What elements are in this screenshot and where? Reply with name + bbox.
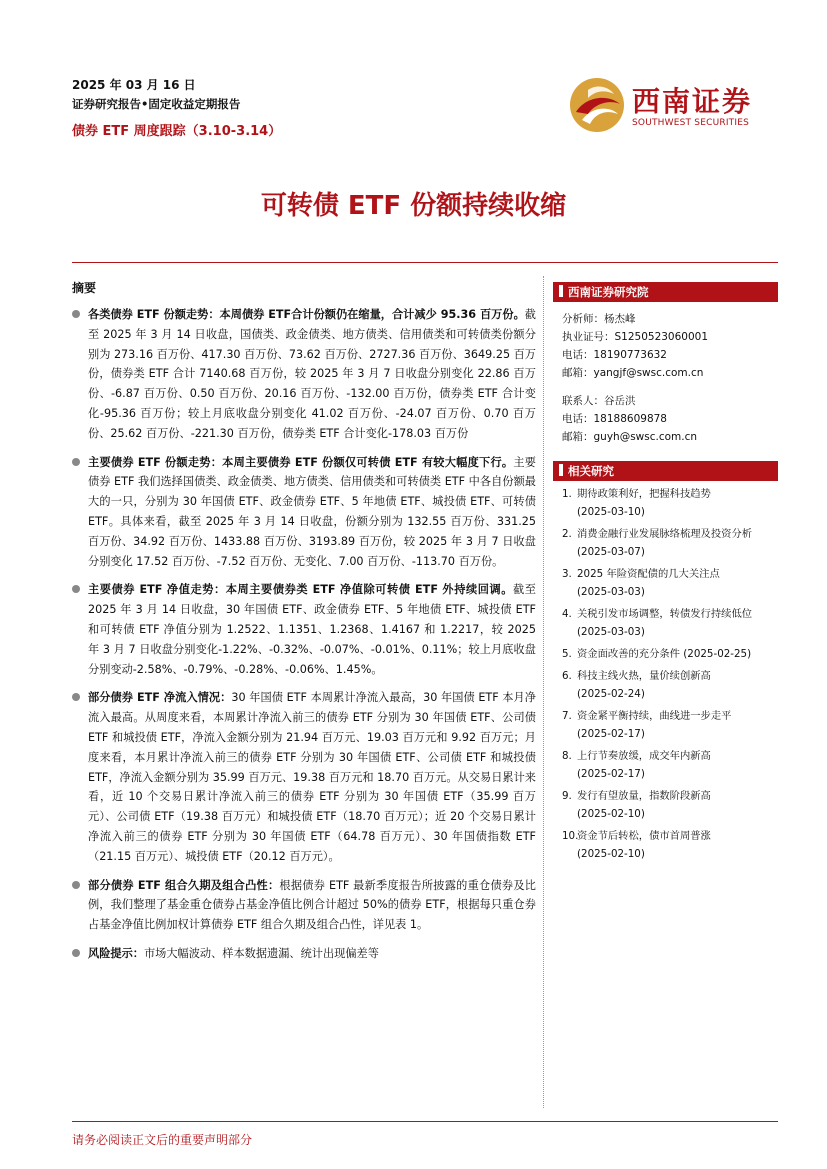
analyst-name: 分析师：杨杰峰 <box>562 313 636 325</box>
bullet-text: 根据债券 ETF 最新季度报告所披露的重仓债券及比例，我们整理了基金重仓债券占基金净值比例合计超过 50%的债券 ETF，根据每只重仓券占基金净值比例加权计算债券 ETF 组合久期及组合凸性，详见表 1。 <box>88 878 536 932</box>
list-item[interactable]: 3. 2025 年险资配债的几大关注点 (2025-03-03) <box>562 568 720 598</box>
logo-chinese-text: 西南证券 <box>632 85 753 118</box>
institute-label: 西南证券研究院 <box>568 285 649 299</box>
page-title: 可转债 ETF 份额持续收缩 <box>260 191 567 221</box>
analyst-license: 执业证号：S1250523060001 <box>562 331 709 343</box>
institute-banner <box>553 282 778 302</box>
series-title: 债券 ETF 周度跟踪（3.10-3.14） <box>72 124 282 139</box>
contact-phone: 电话：18188609878 <box>562 413 667 425</box>
bullet-lead: 主要债券 ETF 净值走势：本周主要债券类 ETF 净值除可转债 ETF 外持续回调。 <box>88 583 514 597</box>
related-research-label: 相关研究 <box>568 464 614 478</box>
bullet-lead: 部分债券 ETF 组合久期及组合凸性： <box>88 878 280 892</box>
footer-disclaimer: 请务必阅读正文后的重要声明部分 <box>72 1133 253 1147</box>
company-logo <box>568 76 768 136</box>
bullet-text: 截至 2025 年 3 月 14 日收盘，30 年国债 ETF、政金债券 ETF、5 年地债 ETF、城投债 ETF 和可转债 ETF 净值分别为 1.2522、1.1351、1.2368、1.4167 和 1.2217，较 2025 年 3 月 7 日收盘分别变化-1.22%、-0.32%、-0.07%、-0.01%、0.11%；较上月底收盘分别变动-2.58%、-0.79%、-0.28%、-0.06%、1.45%。 <box>88 583 536 676</box>
related-research-list <box>562 485 778 867</box>
list-item[interactable]: 7. 资金紧平衡持续，曲线进一步走平 (2025-02-17) <box>562 710 732 740</box>
column-divider <box>543 276 544 1108</box>
abstract-bullet-net-inflow <box>72 688 536 866</box>
square-marker-icon <box>559 285 563 297</box>
bullet-text: 截至 2025 年 3 月 14 日收盘，国债类、政金债类、地方债类、信用债类和可转债类份额分别为 273.16 百万份、417.30 百万份、73.62 百万份、2727.36 百万份、3649.25 百万份，债券类 ETF 合计 7140.68 百万份，较 2025 年 3 月 7 日收盘分别变化 22.86 百万份、-6.87 百万份、0.50 百万份、20.16 百万份、-132.00 百万份，债券类 ETF 合计变化-95.36 百万份；较上月底收盘分别变化 41.02 百万份、-24.07 百万份、0.70 百万份、25.62 百万份、-221.30 百万份，债券类 ETF 合计变化-178.03 百万份 <box>88 308 536 440</box>
list-item[interactable]: 10. 资金节后转松，债市首周普涨 (2025-02-10) <box>562 830 711 860</box>
abstract-bullet-duration <box>72 876 536 935</box>
list-item[interactable]: 5. 资金面改善的充分条件 (2025-02-25) <box>562 648 752 660</box>
abstract-bullet-share-trend <box>72 305 536 444</box>
analyst-phone: 电话：18190773632 <box>562 349 667 361</box>
header-divider <box>72 262 778 263</box>
contact-email[interactable]: 邮箱：guyh@swsc.com.cn <box>562 431 698 443</box>
bullet-lead: 主要债券 ETF 份额走势：本周主要债券 ETF 份额仅可转债 ETF 有较大幅度下行。 <box>88 455 514 469</box>
logo-english-text: SOUTHWEST SECURITIES <box>632 118 750 128</box>
square-marker-icon <box>559 464 563 476</box>
bullet-dot-icon <box>72 458 80 466</box>
analyst-email[interactable]: 邮箱：yangjf@swsc.com.cn <box>562 367 704 379</box>
abstract-bullet-major-share <box>72 453 536 572</box>
abstract-bullet-nav <box>72 580 536 679</box>
contact-info <box>562 310 778 446</box>
report-date: 2025 年 03 月 16 日 <box>72 78 196 92</box>
bullet-lead: 风险提示： <box>88 946 144 960</box>
list-item[interactable]: 9. 发行有望放量，指数阶段新高 (2025-02-10) <box>562 790 711 820</box>
bullet-text: 30 年国债 ETF 本周累计净流入最高，30 年国债 ETF 本月净流入最高。从周度来看，本周累计净流入前三的债券 ETF 分别为 30 年国债 ETF、公司债 ETF 和城投债 ETF，净流入金额分别为 21.94 百万元、19.03 百万元和 9.92 百万元；月度来看，本月累计净流入前三的债券 ETF 分别为 30 年国债 ETF、公司债 ETF 和城投债 ETF，净流入金额分别为 35.99 百万元、19.38 百万元和 18.70 百万元。从交易日累计来看，近 10 个交易日累计净流入前三的债券 ETF 分别为 30 年国债 ETF（35.99 百万元）、公司债 ETF（19.38 百万元）和城投债 ETF（18.70 百万元）；近 20 个交易日累计净流入前三的债券 ETF 分别为 30 年国债 ETF（64.78 百万元）、30 年国债指数 ETF（21.15 百万元）、城投债 ETF（20.12 百万元）。 <box>88 691 536 863</box>
list-item[interactable]: 8. 上行节奏放缓，成交年内新高 (2025-02-17) <box>562 750 711 780</box>
bullet-dot-icon <box>72 693 80 701</box>
list-item[interactable]: 1. 期待政策利好，把握科技趋势 (2025-03-10) <box>562 488 711 518</box>
abstract-bullets <box>72 305 536 973</box>
footer-divider <box>72 1121 778 1122</box>
bullet-dot-icon <box>72 310 80 318</box>
list-item[interactable]: 6. 科技主线火热，量价续创新高 (2025-02-24) <box>562 670 711 700</box>
bullet-lead: 部分债券 ETF 净流入情况： <box>88 691 232 705</box>
bullet-dot-icon <box>72 881 80 889</box>
list-item[interactable]: 4. 关税引发市场调整，转债发行持续低位 (2025-03-03) <box>562 608 753 638</box>
abstract-bullet-risk <box>72 944 536 964</box>
bullet-text: 市场大幅波动、样本数据遗漏、统计出现偏差等 <box>143 946 379 960</box>
bullet-lead: 各类债券 ETF 份额走势：本周债券 ETF合计份额仍在缩量，合计减少 95.36 百万份。 <box>88 308 525 321</box>
bullet-dot-icon <box>72 949 80 957</box>
report-type: 证券研究报告•固定收益定期报告 <box>72 97 241 111</box>
related-research-banner <box>553 461 778 481</box>
logo-emblem-icon <box>568 76 626 134</box>
contact-name: 联系人：谷岳洪 <box>562 395 636 407</box>
bullet-dot-icon <box>72 585 80 593</box>
list-item[interactable]: 2. 消费金融行业发展脉络梳理及投资分析 (2025-03-07) <box>562 528 753 558</box>
bullet-text: 主要债券 ETF 我们选择国债类、政金债类、地方债类、信用债类和可转债类 ETF 中各自份额最大的一只，分别为 30 年国债 ETF、政金债券 ETF、5 年地债 ETF、城投债 ETF、可转债 ETF。具体来看，截至 2025 年 3 月 14 日收盘，份额分别为 132.55 百万份、331.25 百万份、34.92 百万份、1433.88 百万份、3193.89 百万份，较 2025 年 3 月 7 日收盘分别变化 17.52 百万份、-7.52 百万份、无变化、7.00 百万份、-113.70 百万份。 <box>88 455 536 568</box>
abstract-heading: 摘要 <box>72 281 97 295</box>
